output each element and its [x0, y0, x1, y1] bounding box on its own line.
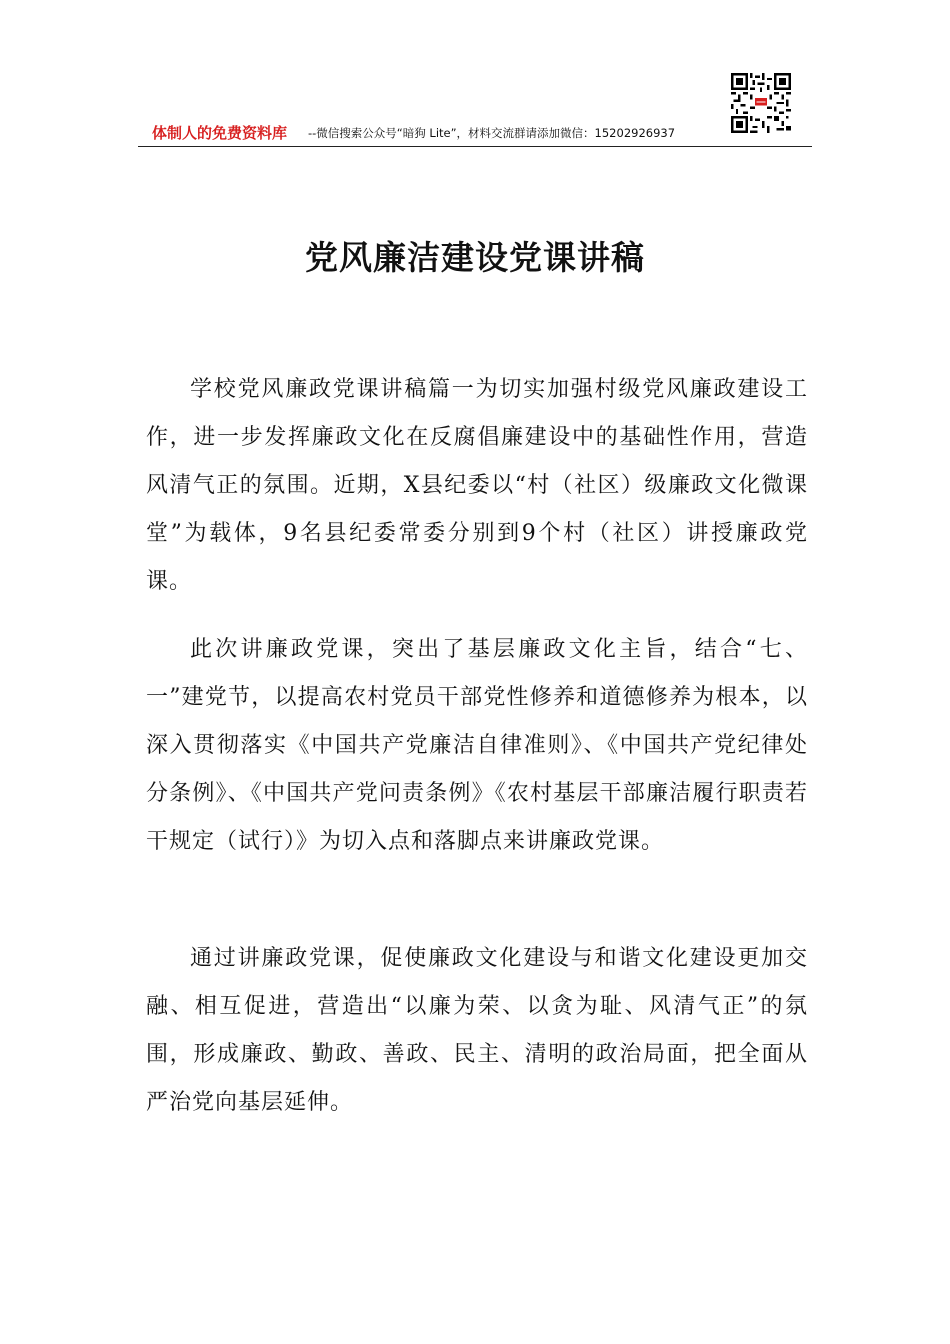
header-contact-info: --微信搜索公众号“暗狗 Lite”，材料交流群请添加微信：15202926937 — [308, 126, 676, 140]
body-paragraph-1: 学校党风廉政党课讲稿篇一为切实加强村级党风廉政建设工作，进一步发挥廉政文化在反腐倡廉建设中的基础性作用，营造风清气正的氛围。近期，X县纪委以“村（社区）级廉政文化微课堂”为载体，9名县纪委常委分别到9个村（社区）讲授廉政党课。 — [146, 377, 808, 594]
page-header — [138, 118, 812, 147]
header-brand: 体制人的免费资料库 — [152, 124, 288, 142]
body-paragraph-3: 通过讲廉政党课，促使廉政文化建设与和谐文化建设更加交融、相互促进，营造出“以廉为荣、以贪为耻、风清气正”的氛围，形成廉政、勤政、善政、民主、清明的政治局面，把全面从严治党向基层延伸。 — [146, 946, 808, 1115]
body-paragraph-2: 此次讲廉政党课，突出了基层廉政文化主旨，结合“七、一”建党节，以提高农村党员干部党性修养和道德修养为根本，以深入贯彻落实《中国共产党廉洁自律准则》、《中国共产党纪律处分条例》、《中国共产党问责条例》《农村基层干部廉洁履行职责若干规定（试行）》为切入点和落脚点来讲廉政党课。 — [146, 637, 808, 854]
document-title: 党风廉洁建设党课讲稿 — [305, 238, 645, 277]
